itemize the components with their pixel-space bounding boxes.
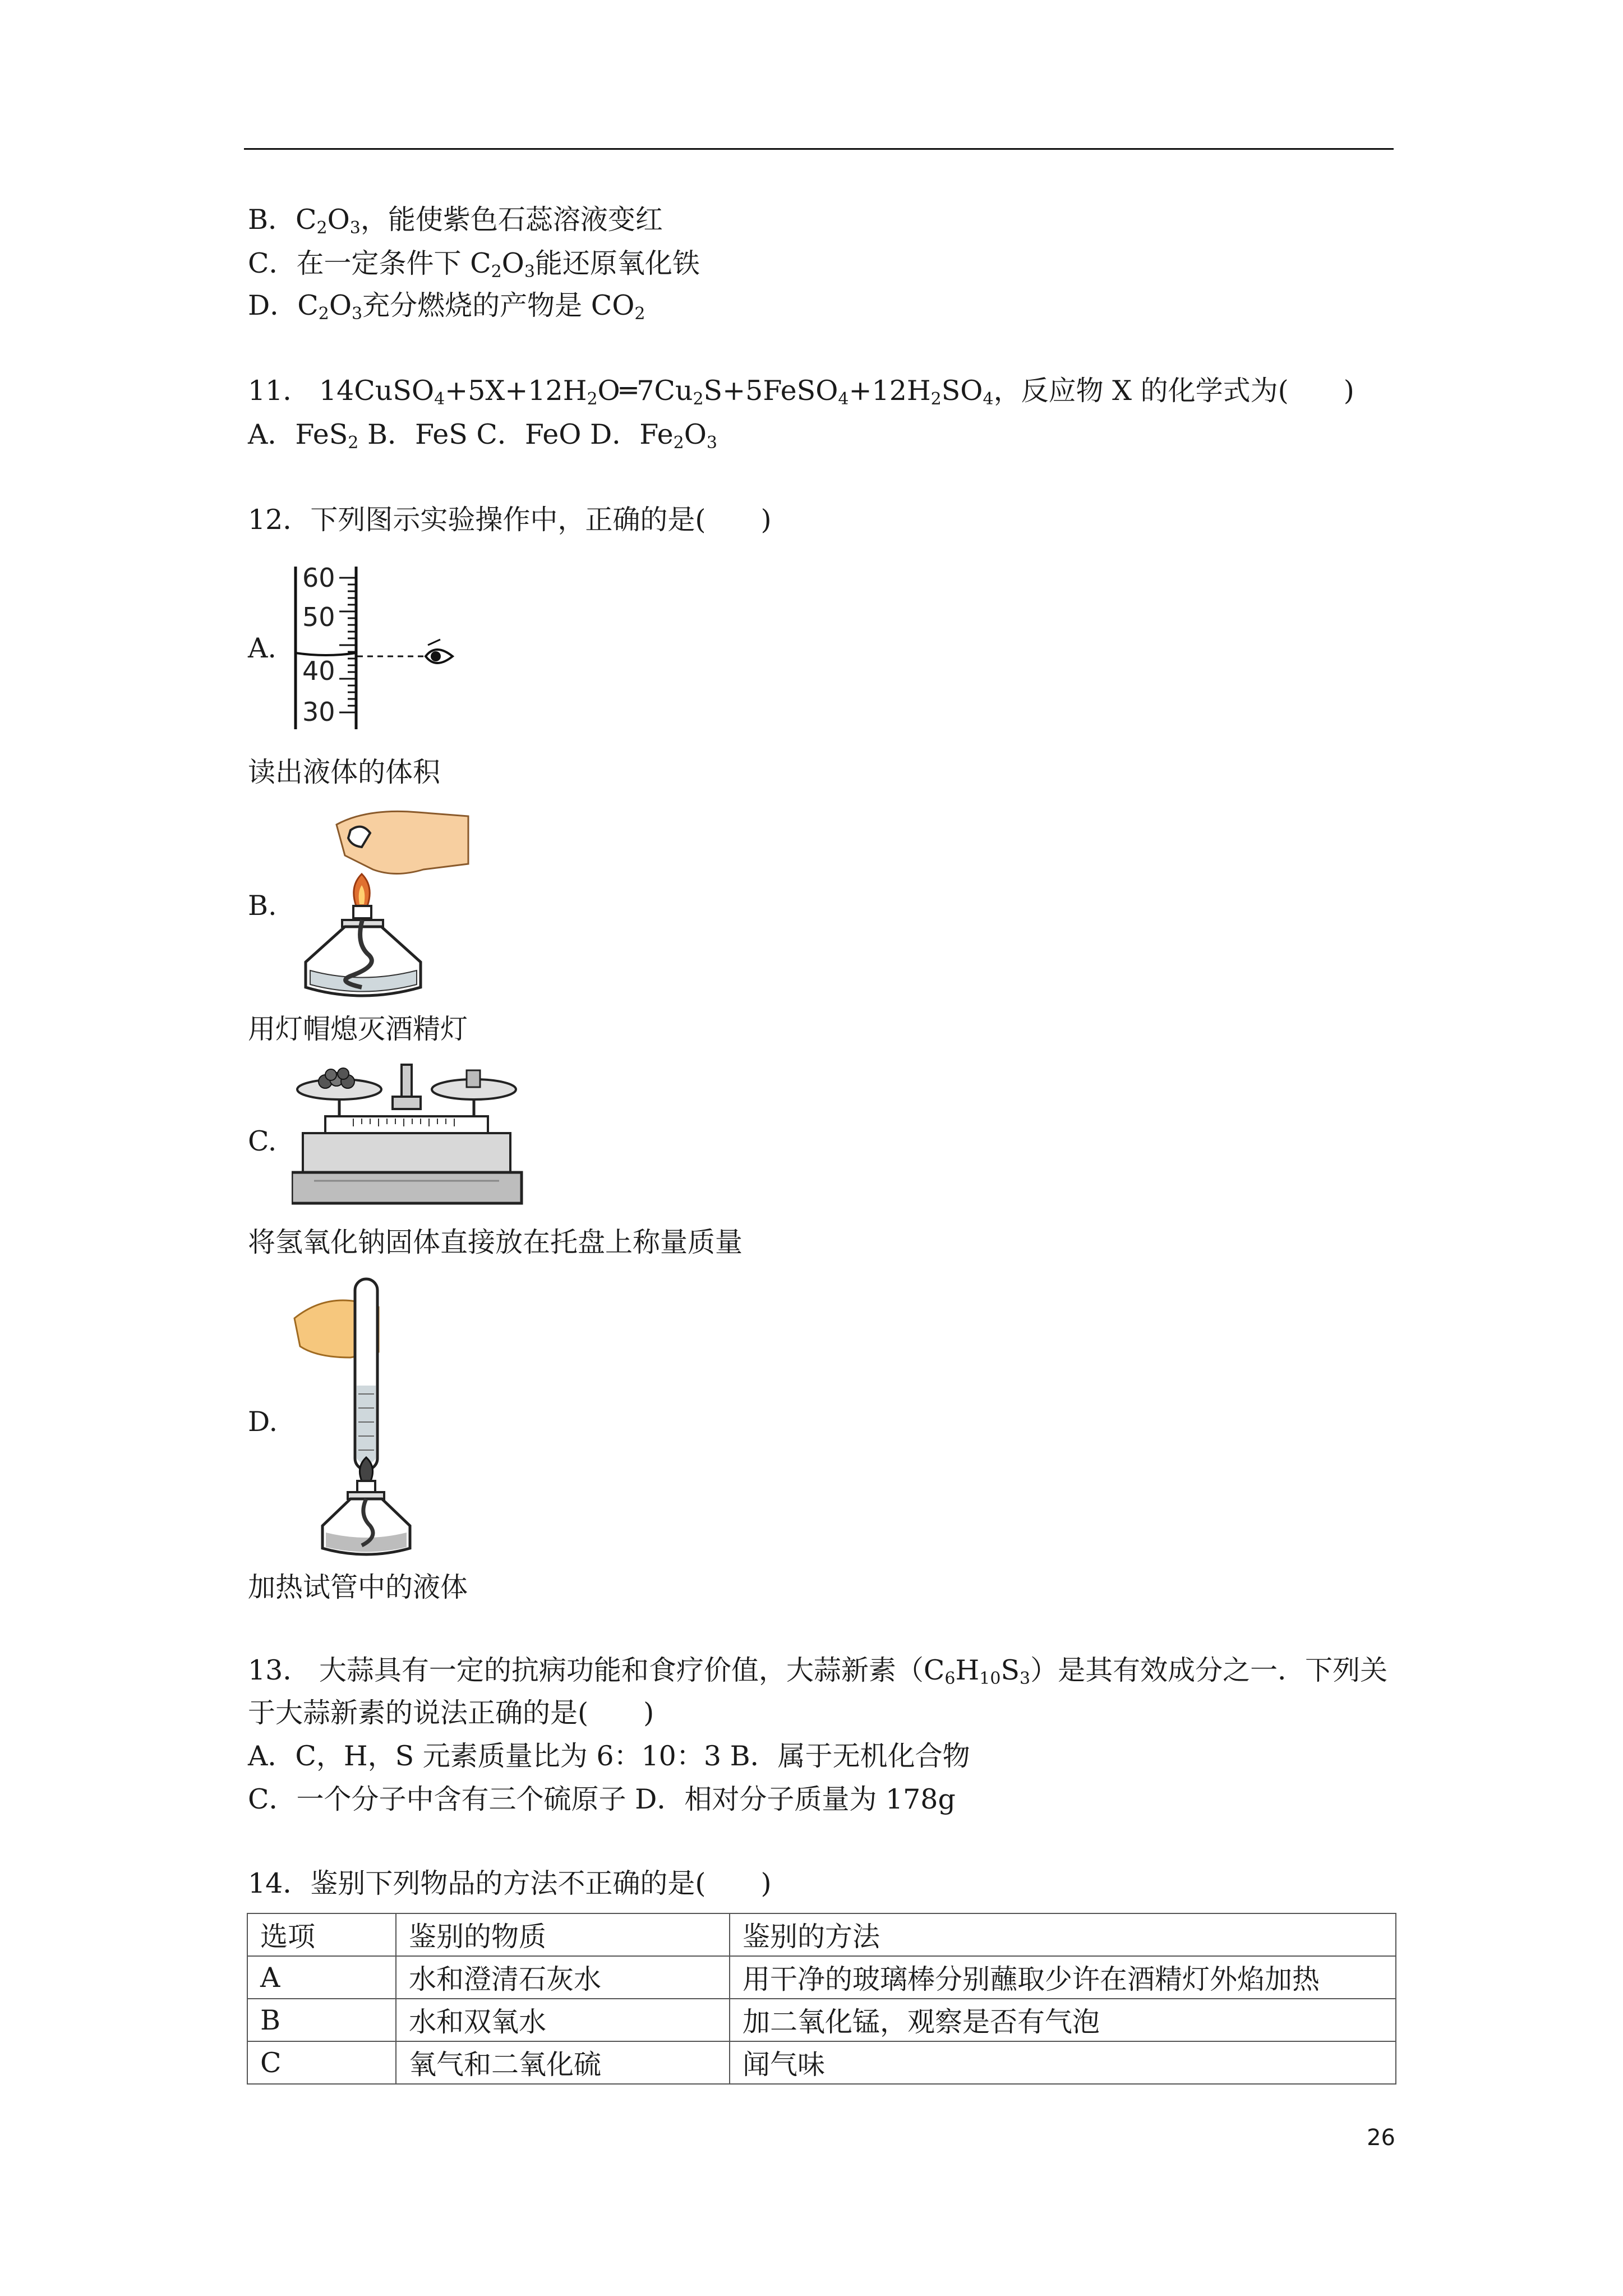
q13-options-ab: A．C，H，S 元素质量比为 6：10：3 B．属于无机化合物 <box>248 1740 970 1772</box>
table-header-cell: 选项 <box>247 1913 396 1956</box>
q10-option-d: D．$C_2O_3$充分燃烧的产物是 $CO_2$ <box>248 289 645 324</box>
q13-options-cd: C．一个分子中含有三个硫原子 D．相对分子质量为 178g <box>248 1783 956 1815</box>
q10-option-b: B．$C_2O_3$，能使紫色石蕊溶液变红 <box>248 204 663 238</box>
q12-option-c-caption: 将氢氧化钠固体直接放在托盘上称量质量 <box>248 1226 743 1258</box>
cylinder-tick-60: 60 <box>302 563 335 593</box>
table-cell: 用干净的玻璃棒分别蘸取少许在酒精灯外焰加热 <box>730 1956 1396 1999</box>
table-cell: 水和双氧水 <box>396 1999 730 2041</box>
q14-table <box>247 1913 1396 2085</box>
q12-option-c-label: C. <box>248 1125 277 1157</box>
q12-option-a-label: A. <box>248 632 276 664</box>
header-rule <box>244 148 1394 150</box>
table-cell: A <box>247 1956 396 1999</box>
table-row <box>247 1999 1396 2041</box>
table-cell: 加二氧化锰，观察是否有气泡 <box>730 1999 1396 2041</box>
table-row <box>247 2041 1396 2084</box>
q13-stem-line-2: 于大蒜新素的说法正确的是( ) <box>248 1697 654 1729</box>
q11-stem: 11． $14CuSO_4+5X+12H_2O═7Cu_2S+5FeSO_4+12H_2SO_4$，反应物 X 的化学式为( ) <box>248 375 1354 409</box>
table-cell: 水和澄清石灰水 <box>396 1956 730 1999</box>
table-header-cell: 鉴别的方法 <box>730 1913 1396 1956</box>
table-cell: 闻气味 <box>730 2041 1396 2084</box>
eye-icon <box>426 639 453 663</box>
table-header-row <box>247 1913 1396 1956</box>
cylinder-tick-30: 30 <box>302 697 335 727</box>
table-cell: 氧气和二氧化硫 <box>396 2041 730 2084</box>
table-cell: C <box>247 2041 396 2084</box>
q12-stem: 12．下列图示实验操作中，正确的是( ) <box>248 504 772 536</box>
page-number: 26 <box>1367 2125 1395 2151</box>
q12-option-a-caption: 读出液体的体积 <box>248 756 441 788</box>
cylinder-tick-50: 50 <box>302 602 335 632</box>
table-row <box>247 1956 1396 1999</box>
table-header-cell: 鉴别的物质 <box>396 1913 730 1956</box>
graduated-cylinder-figure <box>289 561 457 735</box>
balance-scale-figure <box>292 1060 527 1212</box>
q10-option-c: C．在一定条件下 $C_2O_3$能还原氧化铁 <box>248 247 700 282</box>
cylinder-tick-40: 40 <box>302 656 335 686</box>
q12-option-b-label: B. <box>248 890 277 922</box>
q12-option-d-label: D. <box>248 1406 278 1438</box>
q12-option-d-caption: 加热试管中的液体 <box>248 1571 468 1603</box>
q12-option-b-caption: 用灯帽熄灭酒精灯 <box>248 1013 468 1045</box>
test-tube-heating-figure <box>289 1273 435 1559</box>
table-cell: B <box>247 1999 396 2041</box>
q11-options: A．FeS$_2$ B．FeS C．FeO D．$Fe_2O_3$ <box>248 418 717 453</box>
q13-stem-line-1: 13． 大蒜具有一定的抗病功能和食疗价值，大蒜新素$(C_6H_{10}S_3)$是其有效成分之一．下列关 <box>248 1654 1388 1688</box>
alcohol-lamp-cap-figure <box>283 802 477 1010</box>
q14-stem: 14．鉴别下列物品的方法不正确的是( ) <box>248 1867 772 1899</box>
